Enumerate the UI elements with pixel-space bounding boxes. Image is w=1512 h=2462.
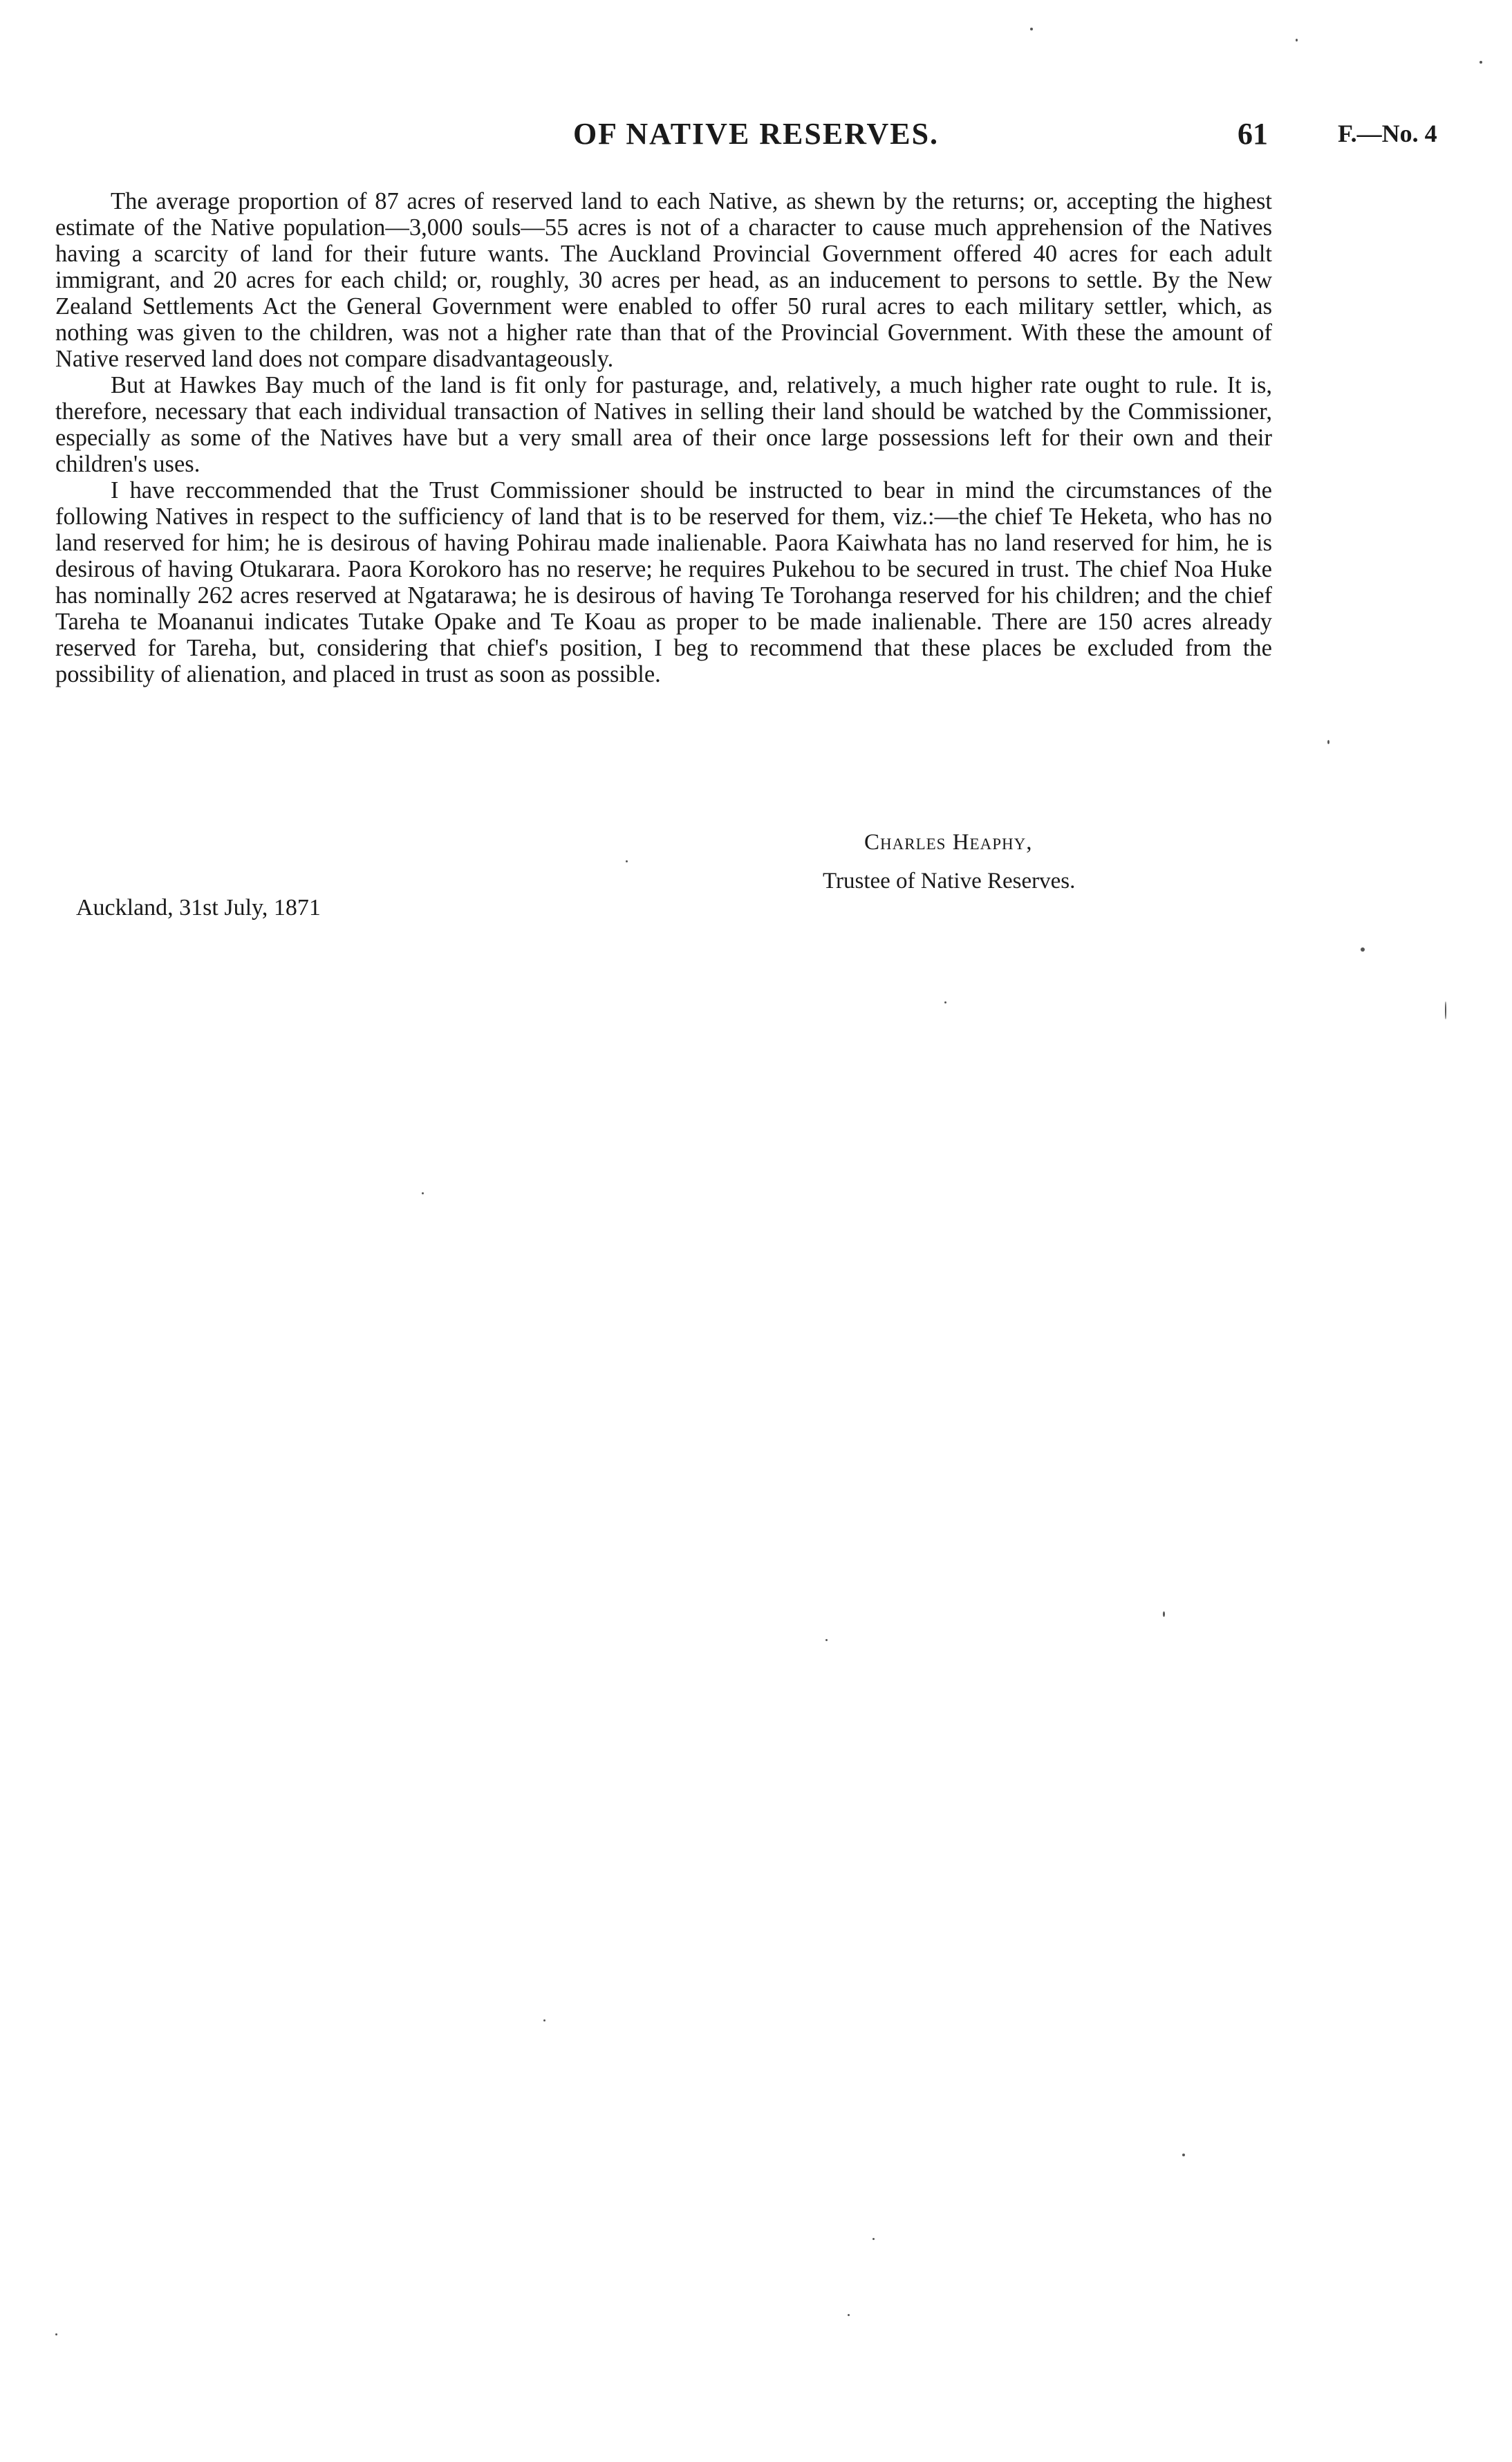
scan-speck	[872, 2238, 875, 2240]
scan-speck	[1445, 1001, 1446, 1019]
paragraph-1: The average proportion of 87 acres of reserved land to each Native, as shewn by the returns; or, accepting the highest estimate of the Native population—3,000 souls—55 acres is not of a character to cause much apprehension of the Natives having a scarcity of land for their future wants. The Auckland Provincial Government offered 40 acres for each adult immigrant, and 20 acres for each child; or, roughly, 30 acres per head, as an inducement to persons to settle. By the New Zealand Settlements Act the General Government were enabled to offer 50 rural acres to each military settler, which, as nothing was given to the children, was not a higher rate than that of the Provincial Government. With these the amount of Native reserved land does not compare disadvantageously.	[55, 188, 1272, 372]
signatory-name: Charles Heaphy,	[864, 830, 1033, 855]
scan-speck	[944, 1001, 946, 1003]
scan-speck	[626, 860, 628, 862]
running-title: OF NATIVE RESERVES.	[572, 117, 940, 151]
body-text	[55, 188, 1272, 687]
paragraph-3: I have reccommended that the Trust Commissioner should be instructed to bear in mind the circumstances of the following Natives in respect to the sufficiency of land that is to be reserved for them, viz.:—the chief Te Heketa, who has no land reserved for him; he is desirous of having Pohirau made inalienable. Paora Kaiwhata has no land reserved for him, he is desirous of having Otukarara. Paora Korokoro has no reserve; he requires Pukehou to be secured in trust. The chief Noa Huke has nominally 262 acres reserved at Ngatarawa; he is desirous of having Te Torohanga reserved for his children; and the chief Tareha te Moananui indicates Tutake Opake and Te Koau as proper to be made inalienable. There are 150 acres already reserved for Tareha, but, considering that chief's position, I beg to recommend that these places be excluded from the possibility of alienation, and placed in trust as soon as possible.	[55, 477, 1272, 687]
scan-speck	[1030, 28, 1033, 30]
scan-speck	[1480, 61, 1482, 64]
scan-speck	[1182, 2154, 1185, 2156]
scan-speck	[55, 2333, 57, 2335]
scan-speck	[1327, 740, 1329, 744]
page-number: 61	[1238, 117, 1268, 151]
dateline: Auckland, 31st July, 1871	[76, 895, 321, 920]
scan-speck	[1296, 39, 1298, 41]
scan-speck	[1361, 947, 1365, 952]
series-mark: F.—No. 4	[1338, 120, 1437, 147]
scan-speck	[1163, 1611, 1165, 1617]
scan-speck	[825, 1639, 828, 1641]
signatory-title: Trustee of Native Reserves.	[823, 869, 1076, 894]
scan-speck	[848, 2314, 850, 2316]
scan-speck	[422, 1192, 424, 1194]
signature-block	[823, 823, 1210, 900]
scan-speck	[543, 2019, 545, 2021]
paragraph-2: But at Hawkes Bay much of the land is fit only for pasturage, and, relatively, a much higher rate ought to rule. It is, therefore, necessary that each individual transaction of Natives in selling their land should be watched by the Commissioner, especially as some of the Natives have but a very small area of their once large possessions left for their own and their children's uses.	[55, 372, 1272, 477]
